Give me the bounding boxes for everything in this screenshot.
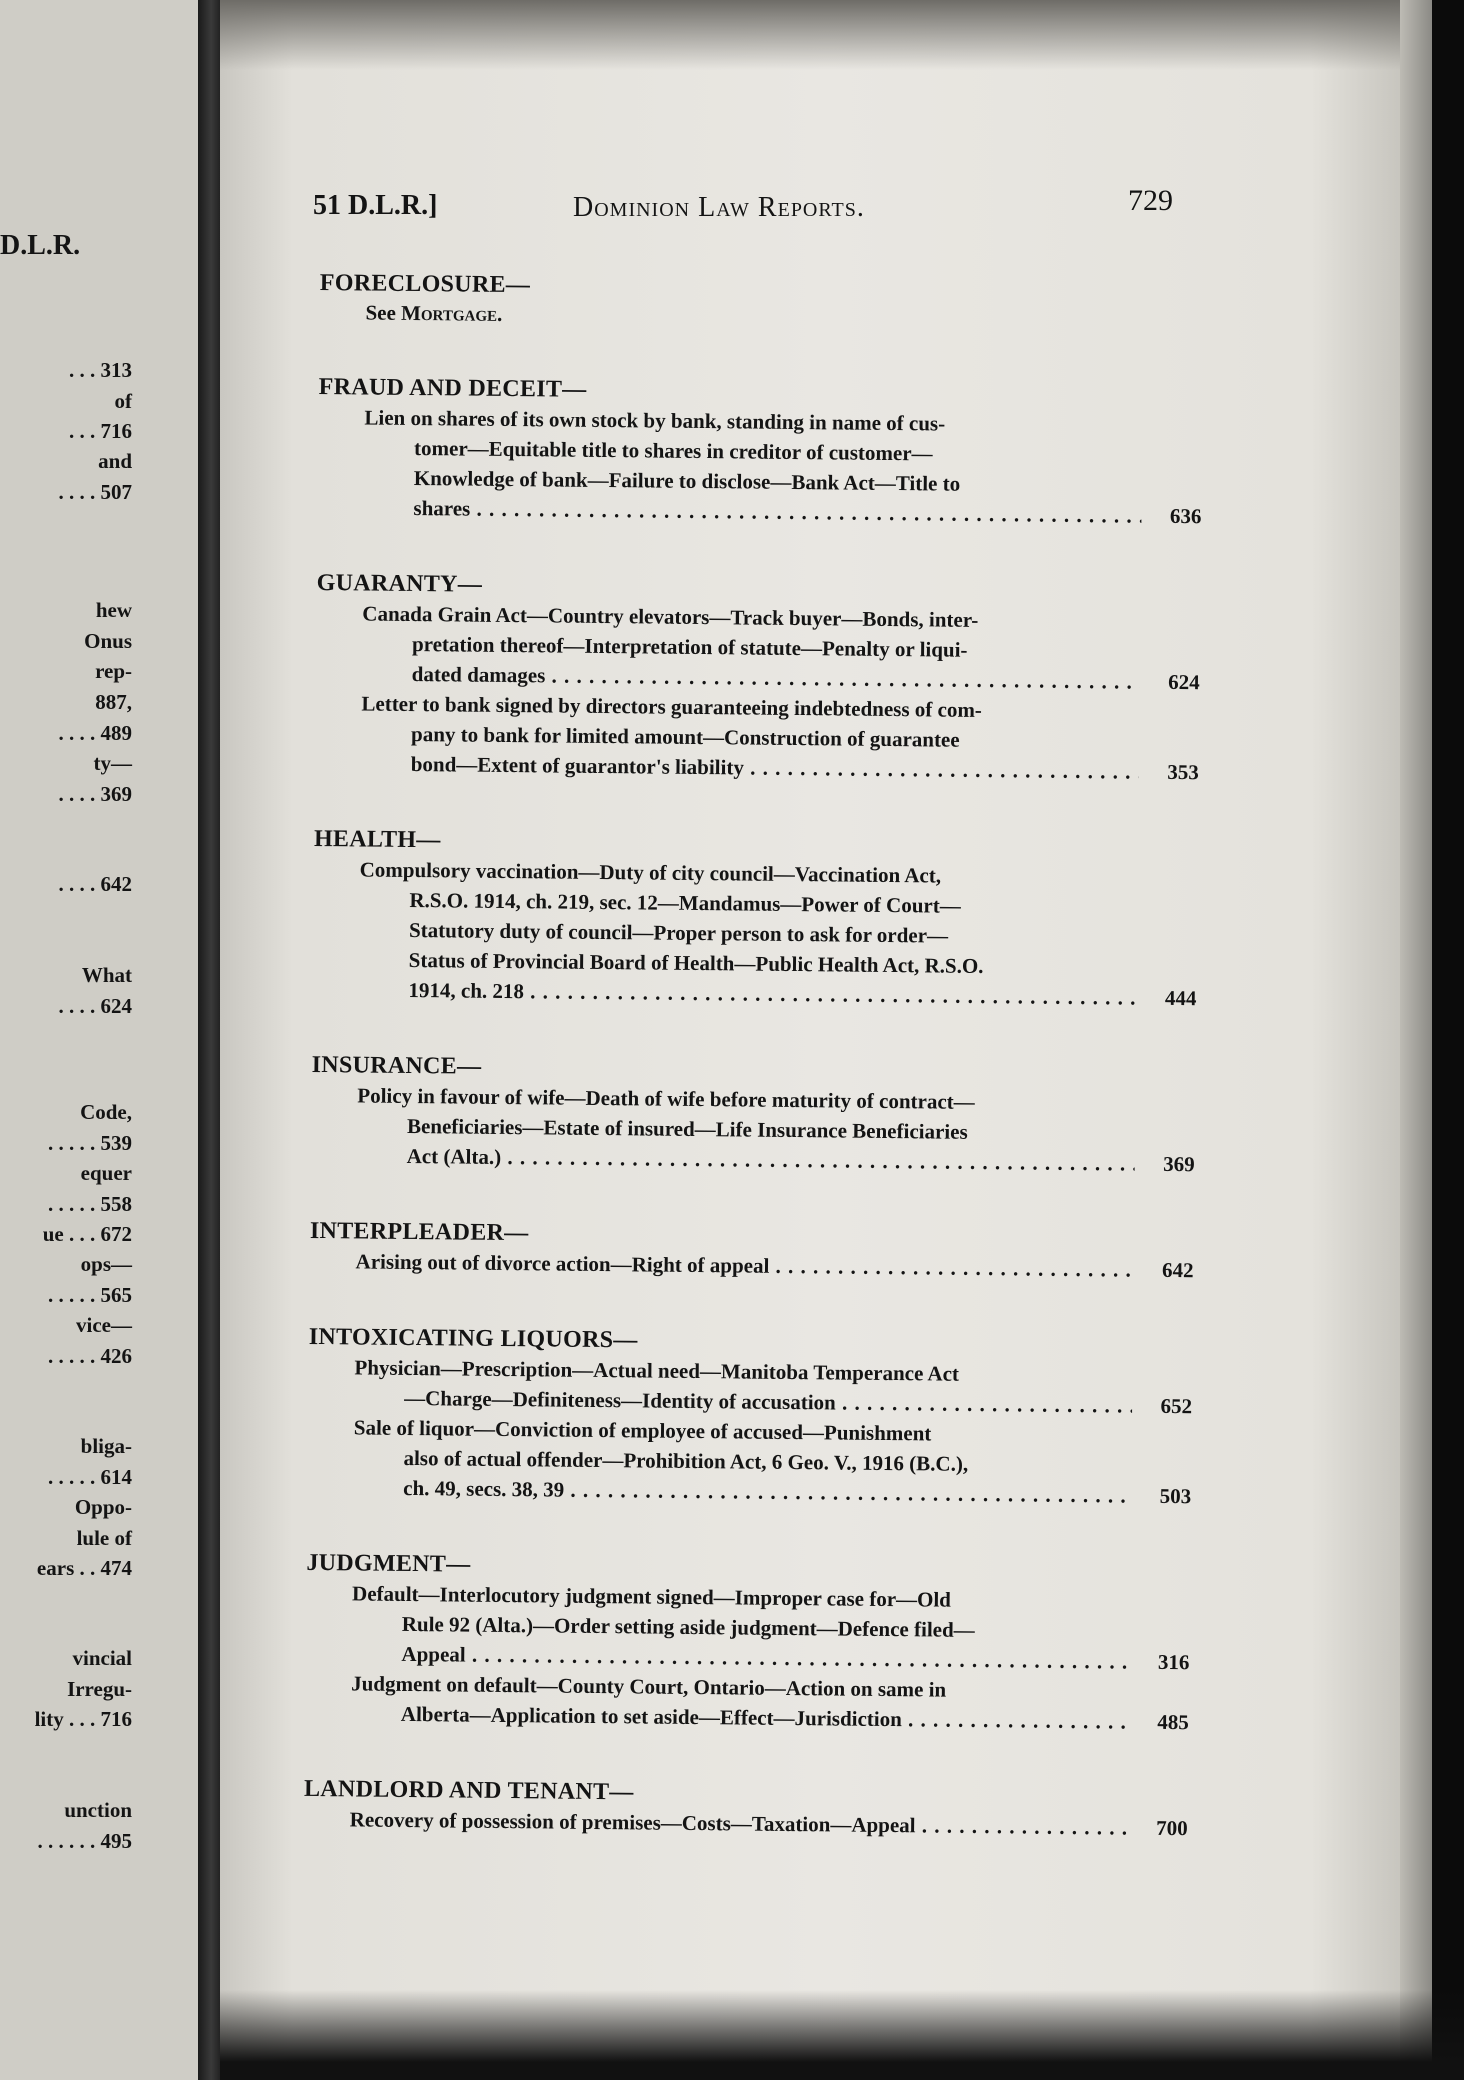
index-page [220, 0, 1432, 2080]
index-entry [354, 1352, 1193, 1420]
facing-page-line-text: Onus [84, 629, 132, 653]
entry-line-text: Alberta—Application to set aside—Effect—Jurisdiction [400, 1701, 903, 1732]
facing-page-line [2, 448, 132, 474]
facing-page-line-text: Oppo- [74, 1495, 132, 1519]
facing-page-line [2, 1797, 132, 1823]
index-content [303, 268, 1202, 1889]
section-heading: FRAUD AND DECEIT— [318, 373, 587, 403]
facing-page-line [2, 871, 132, 897]
index-entry [361, 688, 1199, 786]
facing-page-line [2, 1282, 132, 1308]
entry-line-text: shares [413, 495, 471, 521]
entry-line-text: Letter to bank signed by directors guaranteeing indebtedness of com- [361, 691, 983, 722]
index-entry [362, 598, 1200, 696]
facing-page-line [2, 658, 132, 684]
facing-page-line [2, 1221, 132, 1247]
index-section [311, 1050, 1195, 1179]
page-shadow [220, 0, 1432, 70]
facing-page-line-text: equer [80, 1161, 132, 1185]
facing-page-line [2, 1312, 132, 1338]
index-entry [363, 402, 1202, 530]
entry-page-ref: 444 [1164, 985, 1197, 1011]
entry-line-text: Act (Alta.) [406, 1143, 502, 1169]
facing-page-line-text: . . . . 369 [58, 782, 132, 806]
running-head [313, 184, 1173, 230]
index-entry [351, 1578, 1190, 1676]
index-section [317, 372, 1202, 531]
index-section [319, 268, 1180, 335]
book-gutter [198, 0, 220, 2080]
facing-page-line [2, 1130, 132, 1156]
entry-page-ref: 369 [1163, 1151, 1195, 1177]
see-prefix: See [365, 300, 396, 325]
facing-page-line-text: . . . 716 [69, 419, 132, 443]
facing-page-line [2, 1251, 132, 1277]
entry-page-ref: 503 [1159, 1483, 1192, 1509]
facing-page-line-text: . . . . 489 [58, 721, 132, 745]
facing-page-line [2, 1555, 132, 1581]
entry-line-text: also of actual offender—Prohibition Act, 6 Geo. V., 1916 (B.C.), [403, 1445, 969, 1476]
index-section [315, 568, 1200, 787]
facing-page-line-text: lule of [76, 1526, 132, 1550]
see-reference: Mortgage. [400, 300, 503, 326]
facing-page-line-text: . . . . . 614 [48, 1465, 132, 1489]
facing-page-line [2, 479, 132, 505]
section-heading: LANDLORD AND TENANT— [303, 1775, 634, 1806]
entry-line-text: pretation thereof—Interpretation of statute—Penalty or liqui- [411, 631, 968, 662]
index-entry [351, 1668, 1189, 1736]
facing-page-line-text: ops— [80, 1252, 132, 1276]
index-section [312, 824, 1197, 1013]
facing-page-line [2, 993, 132, 1019]
facing-page-line-text: . . . . . . 495 [37, 1829, 132, 1853]
entry-line-text: Arising out of divorce action—Right of appeal [355, 1249, 770, 1278]
entry-line-text: R.S.O. 1914, ch. 219, sec. 12—Mandamus—Power of Court— [409, 887, 961, 918]
facing-page-line [2, 418, 132, 444]
facing-page-line-text: . . . . . 565 [48, 1283, 132, 1307]
facing-page-line [2, 750, 132, 776]
facing-page-line [2, 1706, 132, 1732]
facing-page-line-text: lity . . . 716 [34, 1707, 132, 1731]
entry-page-ref: 624 [1168, 669, 1200, 695]
section-heading: GUARANTY— [316, 569, 483, 598]
facing-page-line [2, 1464, 132, 1490]
index-section [303, 1774, 1188, 1843]
volume-label: 51 D.L.R.] [313, 190, 438, 221]
section-heading: HEALTH— [313, 825, 441, 854]
facing-page-line [2, 720, 132, 746]
facing-page-line [2, 357, 132, 383]
index-section [307, 1322, 1193, 1511]
facing-page-line [2, 597, 132, 623]
facing-page-line-text: ty— [93, 751, 132, 775]
entry-line-text: Physician—Prescription—Actual need—Manitoba Temperance Act [354, 1355, 960, 1386]
entry-page-ref: 485 [1157, 1709, 1189, 1735]
entry-line-text: Judgment on default—County Court, Ontario—Action on same in [351, 1671, 947, 1702]
index-section [309, 1216, 1194, 1285]
facing-page-line-text: . . . . 624 [58, 994, 132, 1018]
entry-line-text: dated damages [411, 661, 546, 688]
entry-line-text: —Charge—Definiteness—Identity of accusation [404, 1385, 836, 1415]
facing-page-line [2, 1099, 132, 1125]
facing-page-line [2, 1645, 132, 1671]
publication-title: Dominion Law Reports. [573, 192, 865, 223]
facing-page-line-text: Irregu- [67, 1677, 132, 1701]
entry-line-text: tomer—Equitable title to shares in creditor of customer— [413, 435, 933, 466]
entry-page-ref: 316 [1157, 1649, 1190, 1675]
index-entry [353, 1412, 1192, 1510]
entry-line-text: ch. 49, secs. 38, 39 [403, 1475, 565, 1502]
page-bottom-shadow [220, 1990, 1464, 2080]
facing-page-line [2, 1343, 132, 1369]
facing-page-line [2, 1191, 132, 1217]
section-heading: INTERPLEADER— [309, 1217, 529, 1247]
entry-line-text: Knowledge of bank—Failure to disclose—Bank Act—Title to [413, 465, 961, 496]
entry-page-ref: 636 [1169, 503, 1202, 529]
index-section [305, 1548, 1190, 1737]
section-heading: INTOXICATING LIQUORS— [308, 1323, 638, 1354]
facing-page-line-text: . . . . . 539 [48, 1131, 132, 1155]
facing-page-line-text: and [98, 449, 132, 473]
facing-page-line-text: . . . 313 [69, 358, 132, 382]
facing-page-line [2, 781, 132, 807]
index-entry [358, 854, 1197, 1012]
facing-page-line-text: What [81, 963, 132, 987]
facing-page-line [2, 689, 132, 715]
entry-line-text: Lien on shares of its own stock by bank, standing in name of cus- [364, 405, 946, 436]
entry-line-text: pany to bank for limited amount—Construction of guarantee [410, 721, 960, 752]
facing-page-line-text: . . . . 642 [58, 872, 132, 896]
facing-page-line-text: Code, [80, 1100, 132, 1124]
facing-page-line-text: bliga- [80, 1434, 132, 1458]
facing-page-line-text: ue . . . 672 [42, 1222, 132, 1246]
entry-line-text: Sale of liquor—Conviction of employee of accused—Punishment [353, 1415, 932, 1446]
facing-page-line-text: . . . . 507 [58, 480, 132, 504]
section-heading: FORECLOSURE— [319, 269, 531, 299]
page-edge [1400, 0, 1432, 2080]
facing-page-fragment [0, 0, 198, 2080]
facing-page-line-text: vincial [72, 1646, 132, 1670]
index-entry [357, 1080, 1195, 1178]
entry-page-ref: 642 [1161, 1257, 1194, 1283]
facing-page-line-text: of [114, 389, 132, 413]
entry-line-text: Canada Grain Act—Country elevators—Track buyer—Bonds, inter- [362, 601, 979, 632]
facing-page-line-text: unction [64, 1798, 132, 1822]
entry-line-text: 1914, ch. 218 [408, 977, 525, 1004]
entry-line-text: Recovery of possession of premises—Costs—Taxation—Appeal [349, 1807, 916, 1838]
entry-page-ref: 353 [1167, 759, 1199, 785]
entry-line-text: Status of Provincial Board of Health—Public Health Act, R.S.O. [408, 947, 984, 978]
entry-line-text: bond—Extent of guarantor's liability [410, 751, 745, 780]
facing-page-line [2, 1160, 132, 1186]
facing-page-line-text: rep- [95, 659, 132, 683]
facing-page-line [2, 1525, 132, 1551]
facing-page-line-text: . . . . . 426 [48, 1344, 132, 1368]
facing-page-line [2, 388, 132, 414]
entry-page-ref: 700 [1156, 1815, 1188, 1841]
entry-page-ref: 652 [1160, 1393, 1193, 1419]
entry-line-text: Statutory duty of council—Proper person to ask for order— [408, 917, 949, 948]
facing-page-line [2, 1676, 132, 1702]
section-heading: INSURANCE— [311, 1051, 482, 1080]
facing-page-line [2, 1828, 132, 1854]
facing-page-line [2, 962, 132, 988]
section-heading: JUDGMENT— [306, 1549, 471, 1578]
facing-page-line-text: 887, [95, 690, 132, 714]
entry-line-text: Appeal [401, 1641, 466, 1667]
page-number: 729 [1128, 184, 1173, 217]
facing-page-line [2, 1494, 132, 1520]
facing-page-line [2, 628, 132, 654]
entry-line-text: Beneficiaries—Estate of insured—Life Insurance Beneficiaries [406, 1113, 968, 1144]
facing-page-line [2, 1433, 132, 1459]
entry-line-text: Policy in favour of wife—Death of wife before maturity of contract— [357, 1083, 975, 1114]
entry-line-text: Default—Interlocutory judgment signed—Improper case for—Old [351, 1581, 952, 1612]
facing-page-running-head: D.L.R. [0, 230, 81, 261]
facing-page-line-text: . . . . . 558 [48, 1192, 132, 1216]
facing-page-line-text: ears . . 474 [36, 1556, 132, 1580]
facing-page-line-text: hew [95, 598, 132, 622]
facing-page-line-text: vice— [76, 1313, 132, 1337]
entry-line-text: Rule 92 (Alta.)—Order setting aside judgment—Defence filed— [401, 1611, 975, 1642]
entry-line-text: Compulsory vaccination—Duty of city council—Vaccination Act, [359, 857, 942, 888]
